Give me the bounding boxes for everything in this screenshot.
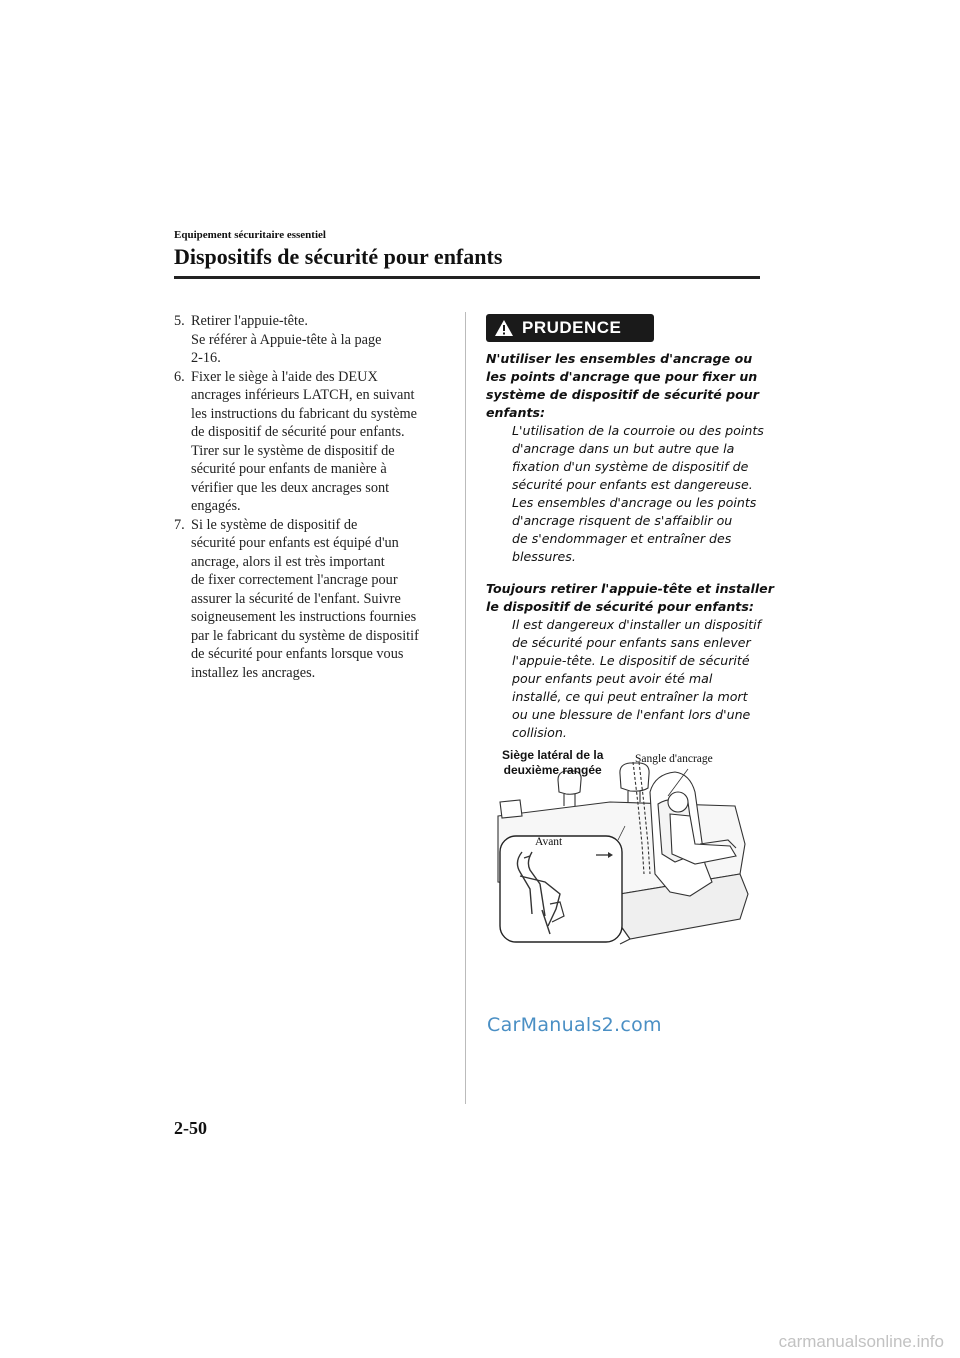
step-line: ancrages inférieurs LATCH, en suivant [191,387,415,403]
step-line: Tirer sur le système de dispositif de [191,442,395,459]
step-item [174,312,454,368]
header-rule [174,276,760,279]
warning-body: L'utilisation de la courroie ou des points d'ancrage dans un but autre que la fixation d'un système de dispositif de sécurité pour enfants est dangereuse. Les ensembles d'ancrage ou les points d'ancrage risquent de s'affaiblir ou de s'endommager et entraîner des blessures. [512,423,764,564]
warning-body: Il est dangereux d'installer un dispositif de sécurité pour enfants sans enlever l'appuie-tête. Le dispositif de sécurité pour enfants peut avoir été mal installé, ce qui peut entraîner la mort ou une blessure de l'enfant lors d'une collision. [512,617,761,740]
figure-label-front: Avant [535,836,563,848]
step-line: Si le système de dispositif de [191,516,358,533]
step-line: installez les ancrages. [191,664,316,681]
step-number: 5. [174,313,185,329]
watermark-logo: CarManuals2.com [487,1014,662,1036]
step-line: par le fabricant du système de dispositif [191,627,419,644]
step-line: 2-16. [191,350,221,366]
column-divider [465,312,466,1104]
child-seat-figure [490,744,760,949]
step-number: 6. [174,368,185,385]
caution-label: PRUDENCE [522,318,622,337]
step-line: de fixer correctement l'ancrage pour [191,572,398,588]
step-item [174,368,454,516]
warning-title: N'utiliser les ensembles d'ancrage ou les points d'ancrage que pour fixer un système de dispositif de sécurité pour enfants: [486,351,759,420]
step-line: sécurité pour enfants de manière à [191,461,387,477]
caution-box [486,314,761,342]
step-line: Fixer le siège à l'aide des DEUX [191,368,378,385]
step-line: soigneusement les instructions fournies [191,609,417,625]
step-number: 7. [174,516,185,533]
step-line: de sécurité pour enfants lorsque vous [191,646,404,662]
step-line: Se référer à Appuie-tête à la page [191,331,382,348]
step-line: sécurité pour enfants est équipé d'un [191,535,399,551]
warning-icon [494,319,514,337]
page-number: 2-50 [174,1118,207,1138]
warning-title: Toujours retirer l'appuie-tête et installer le dispositif de sécurité pour enfants: [486,581,774,614]
section-label: Equipement sécuritaire essentiel [174,229,326,241]
steps-list [174,312,454,682]
step-line: les instructions du fabricant du système [191,405,417,422]
step-line: ancrage, alors il est très important [191,553,385,570]
site-watermark: carmanualsonline.info [778,1332,944,1351]
figure-label-seat: Siège latéral de la deuxième rangée [502,748,604,777]
step-line: assurer la sécurité de l'enfant. Suivre [191,590,401,607]
figure-label-strap: Sangle d'ancrage [635,753,713,765]
caution-badge [486,314,654,342]
chapter-title: Dispositifs de sécurité pour enfants [174,244,503,269]
step-line: vérifier que les deux ancrages sont [191,479,390,496]
step-line: de dispositif de sécurité pour enfants. [191,424,405,440]
step-line: engagés. [191,498,241,514]
step-item [174,516,454,683]
step-line: Retirer l'appuie-tête. [191,313,308,329]
